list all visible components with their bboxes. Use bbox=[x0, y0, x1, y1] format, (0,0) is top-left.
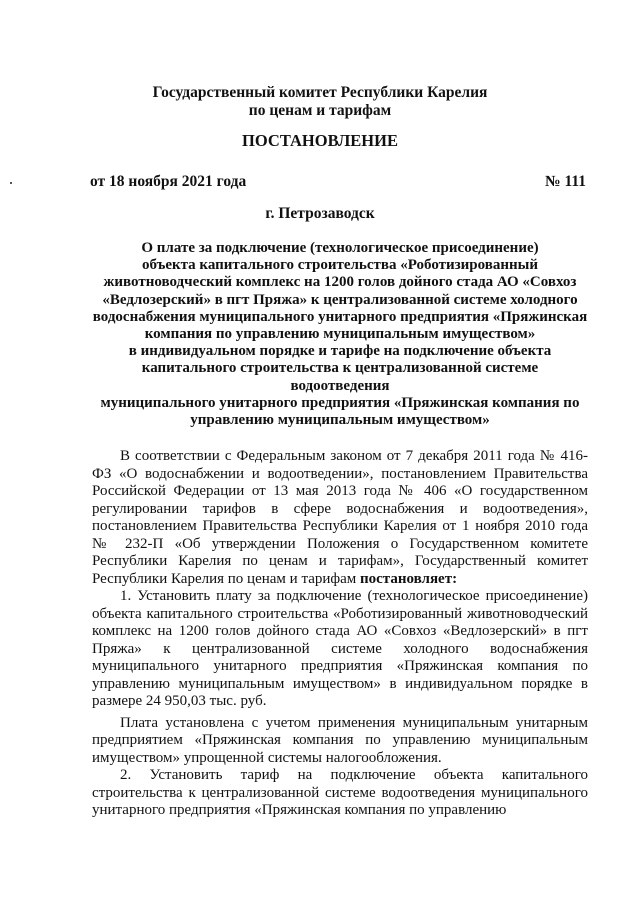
document-body bbox=[92, 448, 588, 820]
issuing-authority-line-2: по ценам и тарифам bbox=[248, 102, 392, 119]
subject-line: животноводческий комплекс на 1200 голов дойного стада АО «Совхоз bbox=[103, 274, 577, 291]
item-1-note-paragraph: Плата установлена с учетом применения муниципальным унитарным предприятием «Пряжинская компания по управлению муниципальным имуществом» упрощенной системы налогообложения. bbox=[92, 714, 588, 766]
scan-speck bbox=[10, 182, 12, 184]
subject-line: водоснабжения муниципального унитарного предприятия «Пряжинская bbox=[92, 308, 588, 325]
subject-line: компания по управлению муниципальным имуществом» bbox=[144, 326, 536, 343]
decree-word: постановляет: bbox=[360, 570, 458, 587]
document-subject bbox=[92, 240, 588, 429]
issuing-authority bbox=[0, 84, 640, 120]
document-type: ПОСТАНОВЛЕНИЕ bbox=[242, 131, 398, 150]
issuing-authority-line-1: Государственный комитет Республики Карелия bbox=[152, 84, 488, 101]
subject-line: в индивидуальном порядке и тарифе на подключение объекта bbox=[128, 343, 552, 360]
item-1-paragraph: 1. Установить плату за подключение (технологическое присоединение) объекта капитального строительства «Роботизированный животноводческий комплекс на 1200 голов дойного стада АО «Совхоз «Ведлозерский» в пгт Пряжа» к централизованной системе холодного водоснабжения муниципального унитарного предприятия «Пряжинская компания по управлению муниципальным имуществом» в индивидуальном порядке в размере 24 950,03 тыс. руб. bbox=[92, 588, 588, 709]
subject-line: управлению муниципальным имуществом» bbox=[190, 412, 490, 429]
subject-line: муниципального унитарного предприятия «Пряжинская компания по bbox=[100, 394, 580, 411]
subject-line: капитального строительства к централизованной системе водоотведения bbox=[141, 360, 539, 394]
document-date: от 18 ноября 2021 года bbox=[90, 173, 247, 190]
subject-line: объекта капитального строительства «Роботизированный bbox=[141, 257, 539, 274]
document-city: г. Петрозаводск bbox=[265, 205, 375, 222]
preamble-text: В соответствии с Федеральным законом от 7 декабря 2011 года № 416-ФЗ «О водоснабжении и водоотведении», постановлением Правительства Российской Федерации от 13 мая 2013 года № 406 «О государственном регулировании тарифов в сфере водоснабжения и водоотведения», постановлением Правительства Республики Карелия от 1 ноября 2010 года № 232-П «Об утверждении Положения о Государственном комитете Республики Карелия по ценам и тарифам», Государственный комитет Республики Карелия по ценам и тарифам bbox=[92, 448, 588, 587]
preamble-paragraph bbox=[92, 448, 588, 588]
document-number: № 111 bbox=[545, 173, 586, 190]
subject-line: «Ведлозерский» в пгт Пряжа» к централизованной системе холодного bbox=[102, 291, 578, 308]
subject-line: О плате за подключение (технологическое присоединение) bbox=[141, 240, 539, 256]
item-2-paragraph: 2. Установить тариф на подключение объекта капитального строительства к централизованной системе водоотведения муниципального унитарного предприятия «Пряжинская компания по управлению bbox=[92, 767, 588, 818]
